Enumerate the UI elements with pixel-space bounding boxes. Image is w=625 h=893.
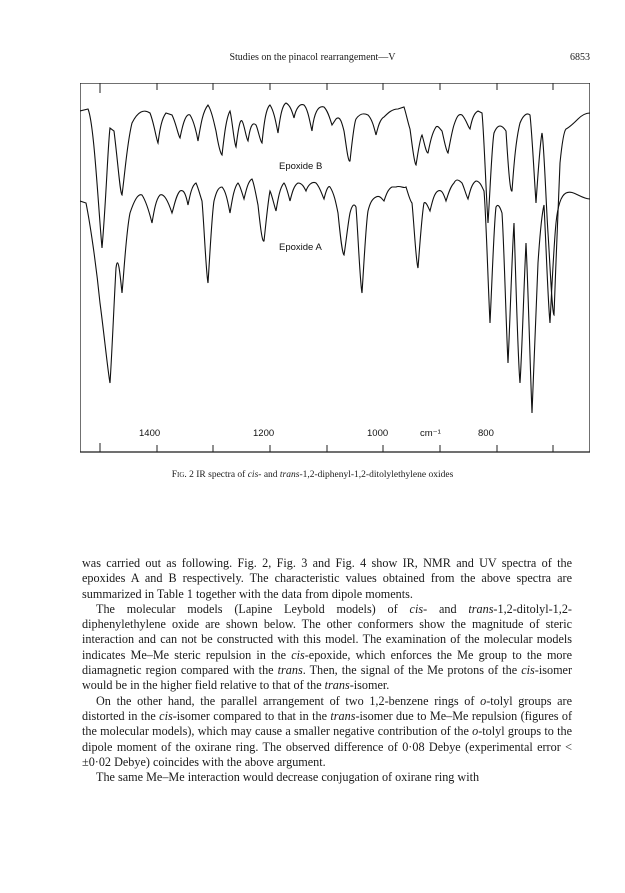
p2-trans2: trans: [277, 663, 303, 678]
p3-a: On the other hand, the parallel arrangement of two 1,2-benzene rings of: [96, 693, 481, 708]
spectrum-trace-epoxide-b: [80, 103, 590, 315]
caption-cis: cis-: [247, 470, 262, 480]
paragraph-3: [82, 694, 572, 770]
running-title: Studies on the pinacol rearrangement—V: [229, 52, 396, 63]
p2-cis: cis-: [409, 601, 428, 616]
caption-and: and: [261, 470, 280, 480]
p2-f: -isomer would be in the higher field relative to that of the: [82, 663, 573, 693]
p3-d: -isomer due to Me–Me repulsion (figures of the molecular models), which may cause a smaller negative contribution of the: [82, 708, 572, 739]
x-tick-1400: 1400: [139, 428, 161, 439]
p2-c: 1,2-ditolyl-1,2-diphenylethylene oxide are shown below. The other conformers show the magnitude of steric interaction and can not be constructed with this model. The examination of the molecular models indicates Me–Me steric repulsion in the: [82, 601, 572, 662]
body-text: [82, 556, 572, 785]
p2-g: -isomer.: [349, 678, 390, 693]
p2-trans3: trans: [324, 678, 350, 693]
p3-trans: trans: [330, 708, 356, 723]
p3-c: -isomer compared to that in the: [172, 708, 331, 723]
p3-cis: cis: [159, 708, 173, 723]
p3-o: o: [480, 693, 487, 708]
x-tick-1200: 1200: [253, 428, 275, 439]
running-header: [0, 52, 625, 68]
ir-spectrum-figure: [80, 83, 590, 453]
p3-e: -tolyl groups to the dipole moment of the oxirane ring. The observed difference of 0·08 Debye (experimental error < ±0·02 Debye) coincides with the above argument.: [82, 724, 572, 769]
p2-cis3: cis: [521, 663, 535, 678]
p2-e: . Then, the signal of the Me protons of the: [302, 663, 522, 678]
paragraph-4: [82, 770, 572, 785]
label-epoxide-b: Epoxide B: [279, 161, 323, 172]
page-number: 6853: [570, 52, 590, 63]
top-tick-marks: [100, 83, 553, 93]
figure-caption: [0, 470, 625, 480]
paragraph-1-text: was carried out as following. Fig. 2, Fig. 3 and Fig. 4 show IR, NMR and UV spectra of the epoxides A and B respectively. The characteristic values obtained from the above spectra are summarized in Table 1 together with the data from dipole moments.: [82, 556, 572, 601]
caption-prefix: Fig. 2: [171, 470, 194, 480]
caption-rest: 1,2-diphenyl-1,2-ditolylethylene oxides: [302, 470, 454, 480]
spectrum-trace-epoxide-a: [80, 179, 590, 413]
paragraph-1: [82, 556, 572, 602]
paragraph-4-text: The same Me–Me interaction would decrease conjugation of oxirane ring with: [96, 770, 480, 785]
caption-trans: trans-: [279, 470, 303, 480]
x-tick-1000: 1000: [367, 428, 389, 439]
x-axis-unit: cm⁻¹: [420, 428, 441, 439]
p2-b: and: [427, 601, 469, 616]
p2-cis2: cis: [291, 647, 305, 662]
paragraph-2: [82, 602, 572, 694]
p2-trans: trans-: [468, 601, 498, 616]
p3-b: -tolyl groups are distorted in the: [82, 693, 572, 723]
p2-a: The molecular models (Lapine Leybold models) of: [96, 601, 410, 616]
p3-o2: o: [472, 724, 479, 739]
p2-d: -epoxide, which enforces the Me group to the more diamagnetic region compared with the: [82, 647, 572, 678]
label-epoxide-a: Epoxide A: [279, 242, 322, 253]
x-tick-800: 800: [478, 428, 494, 439]
caption-text: IR spectra of: [196, 470, 248, 480]
bottom-tick-marks: [100, 443, 553, 452]
